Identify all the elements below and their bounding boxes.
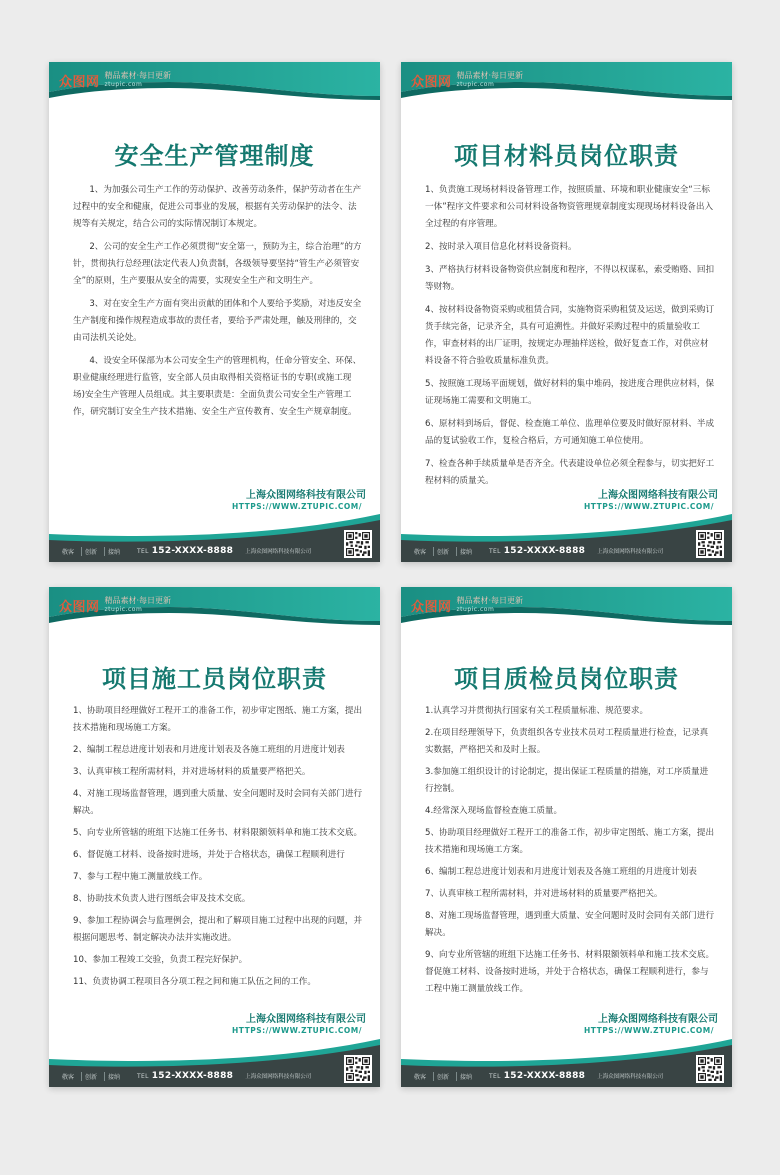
- paragraph: 9、向专业所管辖的班组下达施工任务书、材料限额领料单和施工技术交底。督促施工材料、设备按时进场，并处于合格状态，确保工程顺利进行，参与工程中施工测量放线工作。: [425, 950, 715, 994]
- company-name: 上海众图网络科技有限公司: [598, 1014, 718, 1025]
- footer-bar: [401, 1065, 732, 1087]
- footer-phone: TEL 152-XXXX-8888: [489, 1071, 586, 1081]
- paragraph: 3、认真审核工程所需材料，并对进场材料的质量要严格把关。: [73, 767, 311, 777]
- footer-tag: 敬客: [414, 1073, 427, 1081]
- logo-slogan: 精品素材·每日更新: [456, 71, 524, 80]
- paragraph: 1.认真学习并贯彻执行国家有关工程质量标准、规范要求。: [425, 706, 649, 716]
- footer-company: 上海众图网络科技有限公司: [245, 549, 312, 555]
- website-link[interactable]: HTTPS://WWW.ZTUPIC.COM/: [232, 1026, 362, 1035]
- paragraph: 3、对在安全生产方面有突出贡献的团体和个人要给予奖励，对违反安全生产制度和操作规程造成事故的责任者，要给予严肃处理，触及刑律的，交由司法机关论处。: [73, 299, 362, 343]
- footer-tag: 接纳: [104, 1072, 123, 1081]
- paragraph: 2.在项目经理领导下，负责组织各专业技术员对工程质量进行检查，记录真实数据，严格把关和及时上报。: [425, 728, 709, 755]
- logo-site: ztupic.com: [456, 81, 495, 88]
- footer-bar: [49, 540, 380, 562]
- footer: [401, 1039, 732, 1087]
- footer-tags: [59, 547, 123, 556]
- paragraph: 2、公司的安全生产工作必须贯彻“安全第一，预防为主，综合治理”的方针，贯彻执行总经理(法定代表人)负责制，各级领导要坚持“管生产必须管安全”的原则，生产要服从安全的需要，实现安全生产和文明生产。: [73, 242, 362, 286]
- paragraph: 1、协助项目经理做好工程开工的准备工作，初步审定图纸、施工方案，提出技术措施和现场施工方案。: [73, 706, 363, 733]
- logo-site: ztupic.com: [456, 606, 495, 613]
- footer-phone: TEL 152-XXXX-8888: [489, 546, 586, 556]
- paragraph: 3.参加施工组织设计的讨论制定，提出保证工程质量的措施，对工序质量进行控制。: [425, 767, 709, 794]
- footer: [401, 514, 732, 562]
- footer: [49, 1039, 380, 1087]
- poster-construction-staff-duties: [49, 587, 380, 1087]
- footer-bar: [49, 1065, 380, 1087]
- paragraph: 6、督促施工材料、设备按时进场，并处于合格状态，确保工程顺利进行: [73, 850, 345, 860]
- company-name: 上海众图网络科技有限公司: [246, 1014, 366, 1025]
- footer-phone: TEL 152-XXXX-8888: [137, 546, 234, 556]
- brand-logo: [59, 70, 171, 90]
- paragraph: 11、负责协调工程项目各分项工程之间和施工队伍之间的工作。: [73, 977, 316, 987]
- logo-slogan: 精品素材·每日更新: [456, 596, 524, 605]
- company-name: 上海众图网络科技有限公司: [598, 490, 718, 501]
- paragraph: 5、向专业所管辖的班组下达施工任务书、材料限额领料单和施工技术交底。: [73, 828, 363, 838]
- footer-tags: [411, 1072, 475, 1081]
- paragraph: 7、检查各种手续质量单是否齐全。代表建设单位必须全程参与，切实把好工程材料的质量关。: [425, 459, 715, 486]
- paragraph: 5、按照施工现场平面规划，做好材料的集中堆码，按进度合理供应材料，保证现场施工需要和文明施工。: [425, 379, 715, 406]
- paragraph: 4、对施工现场监督管理，遇到重大质量、安全问题时及时会同有关部门进行解决。: [73, 789, 363, 816]
- footer-phone: TEL 152-XXXX-8888: [137, 1071, 234, 1081]
- logo-mark: 众图网: [59, 74, 100, 90]
- website-link[interactable]: HTTPS://WWW.ZTUPIC.COM/: [584, 502, 714, 511]
- qr-code-icon: [696, 1055, 724, 1083]
- company-name: 上海众图网络科技有限公司: [246, 490, 366, 501]
- footer-tag: 创新: [81, 547, 100, 556]
- logo-mark: 众图网: [59, 599, 100, 615]
- poster-quality-inspector-duties: [401, 587, 732, 1087]
- footer-company: 上海众图网络科技有限公司: [245, 1074, 312, 1080]
- paragraph: 2、按时录入项目信息化材料设备资料。: [425, 242, 577, 252]
- footer-tag: 创新: [433, 547, 452, 556]
- footer-tag: 接纳: [456, 547, 475, 556]
- poster-title: 项目施工员岗位职责: [102, 665, 327, 693]
- footer-tags: [59, 1072, 123, 1081]
- footer-tag: 创新: [81, 1072, 100, 1081]
- qr-code-icon: [696, 530, 724, 558]
- footer-tag: 创新: [433, 1072, 452, 1081]
- paragraph: 4.经常深入现场监督检查施工质量。: [425, 806, 563, 816]
- paragraph: 6、原材料到场后，督促、检查施工单位、监理单位要及时做好原材料、半成品的复试验收工作，复检合格后，方可通知施工单位使用。: [425, 419, 715, 446]
- paragraph: 7、参与工程中施工测量放线工作。: [73, 872, 208, 882]
- logo-mark: 众图网: [411, 599, 452, 615]
- poster-material-clerk-duties: [401, 62, 732, 562]
- poster-body: [73, 703, 363, 996]
- poster-title: 项目质检员岗位职责: [454, 665, 679, 693]
- footer-tag: 敬客: [414, 548, 427, 556]
- footer-bar: [401, 540, 732, 562]
- paragraph: 6、编制工程总进度计划表和月进度计划表及各施工班组的月进度计划表: [425, 867, 697, 877]
- paragraph: 1、负责施工现场材料设备管理工作，按照质量、环境和职业健康安全“三标一体”程序文件要求和公司材料设备物资管理规章制度实现现场材料设备出入全过程的有序管理。: [425, 185, 714, 229]
- paragraph: 9、参加工程协调会与监理例会，提出和了解项目施工过程中出现的问题，并根据问题思考、制定解决办法并实施改进。: [73, 916, 363, 943]
- poster-title: 项目材料员岗位职责: [454, 142, 679, 170]
- brand-logo: [411, 595, 523, 615]
- footer-tag: 接纳: [104, 547, 123, 556]
- qr-code-icon: [344, 530, 372, 558]
- website-link[interactable]: HTTPS://WWW.ZTUPIC.COM/: [232, 502, 362, 511]
- poster-body: [73, 182, 363, 427]
- logo-site: ztupic.com: [104, 606, 143, 613]
- paragraph: 3、严格执行材料设备物资供应制度和程序，不得以权谋私，索受贿赂、回扣等财物。: [425, 265, 715, 292]
- logo-slogan: 精品素材·每日更新: [104, 71, 172, 80]
- footer-tags: [411, 547, 475, 556]
- paragraph: 1、为加强公司生产工作的劳动保护、改善劳动条件，保护劳动者在生产过程中的安全和健康，促进公司事业的发展，根据有关劳动保护的法令、法规等有关规定，结合公司的实际情况制订本规定。: [73, 185, 362, 229]
- website-link[interactable]: HTTPS://WWW.ZTUPIC.COM/: [584, 1026, 714, 1035]
- paragraph: 8、对施工现场监督管理，遇到重大质量、安全问题时及时会同有关部门进行解决。: [425, 911, 715, 938]
- poster-body: [425, 703, 715, 1003]
- logo-slogan: 精品素材·每日更新: [104, 596, 172, 605]
- brand-logo: [59, 595, 171, 615]
- poster-safety-management: [49, 62, 380, 562]
- paragraph: 4、按材料设备物资采购或租赁合同，实施物资采购租赁及运送，做到采购订货手续完备，记录齐全，具有可追溯性。并做好采购过程中的质量验收工作，审查材料的出厂证明，按规定办理抽样送检，做好复查工作，对供应材料设备不符合验收质量标准负责。: [425, 305, 715, 366]
- footer-company: 上海众图网络科技有限公司: [597, 549, 664, 555]
- qr-code-icon: [344, 1055, 372, 1083]
- brand-logo: [411, 70, 523, 90]
- paragraph: 5、协助项目经理做好工程开工的准备工作，初步审定图纸、施工方案，提出技术措施和现场施工方案。: [425, 828, 715, 855]
- logo-site: ztupic.com: [104, 81, 143, 88]
- paragraph: 8、协助技术负责人进行图纸会审及技术交底。: [73, 894, 251, 904]
- footer: [49, 514, 380, 562]
- poster-title: 安全生产管理制度: [114, 142, 315, 170]
- paragraph: 4、设安全环保部为本公司安全生产的管理机构，任命分管安全、环保、职业健康经理进行监管，安全部人员由取得相关资格证书的专职(或施工现场)安全生产管理人员组成。其主要职责是：全面负责公司安全生产管理工作，研究制订安全生产技术措施、安全生产宣传教育、安全生产规章制度。: [73, 356, 362, 417]
- paragraph: 7、认真审核工程所需材料，并对进场材料的质量要严格把关。: [425, 889, 663, 899]
- logo-mark: 众图网: [411, 74, 452, 90]
- paragraph: 2、编制工程总进度计划表和月进度计划表及各施工班组的月进度计划表: [73, 745, 345, 755]
- footer-tag: 敬客: [62, 1073, 75, 1081]
- paragraph: 10、参加工程竣工交验，负责工程完好保护。: [73, 955, 248, 965]
- poster-body: [425, 182, 715, 496]
- footer-tag: 接纳: [456, 1072, 475, 1081]
- footer-company: 上海众图网络科技有限公司: [597, 1074, 664, 1080]
- footer-tag: 敬客: [62, 548, 75, 556]
